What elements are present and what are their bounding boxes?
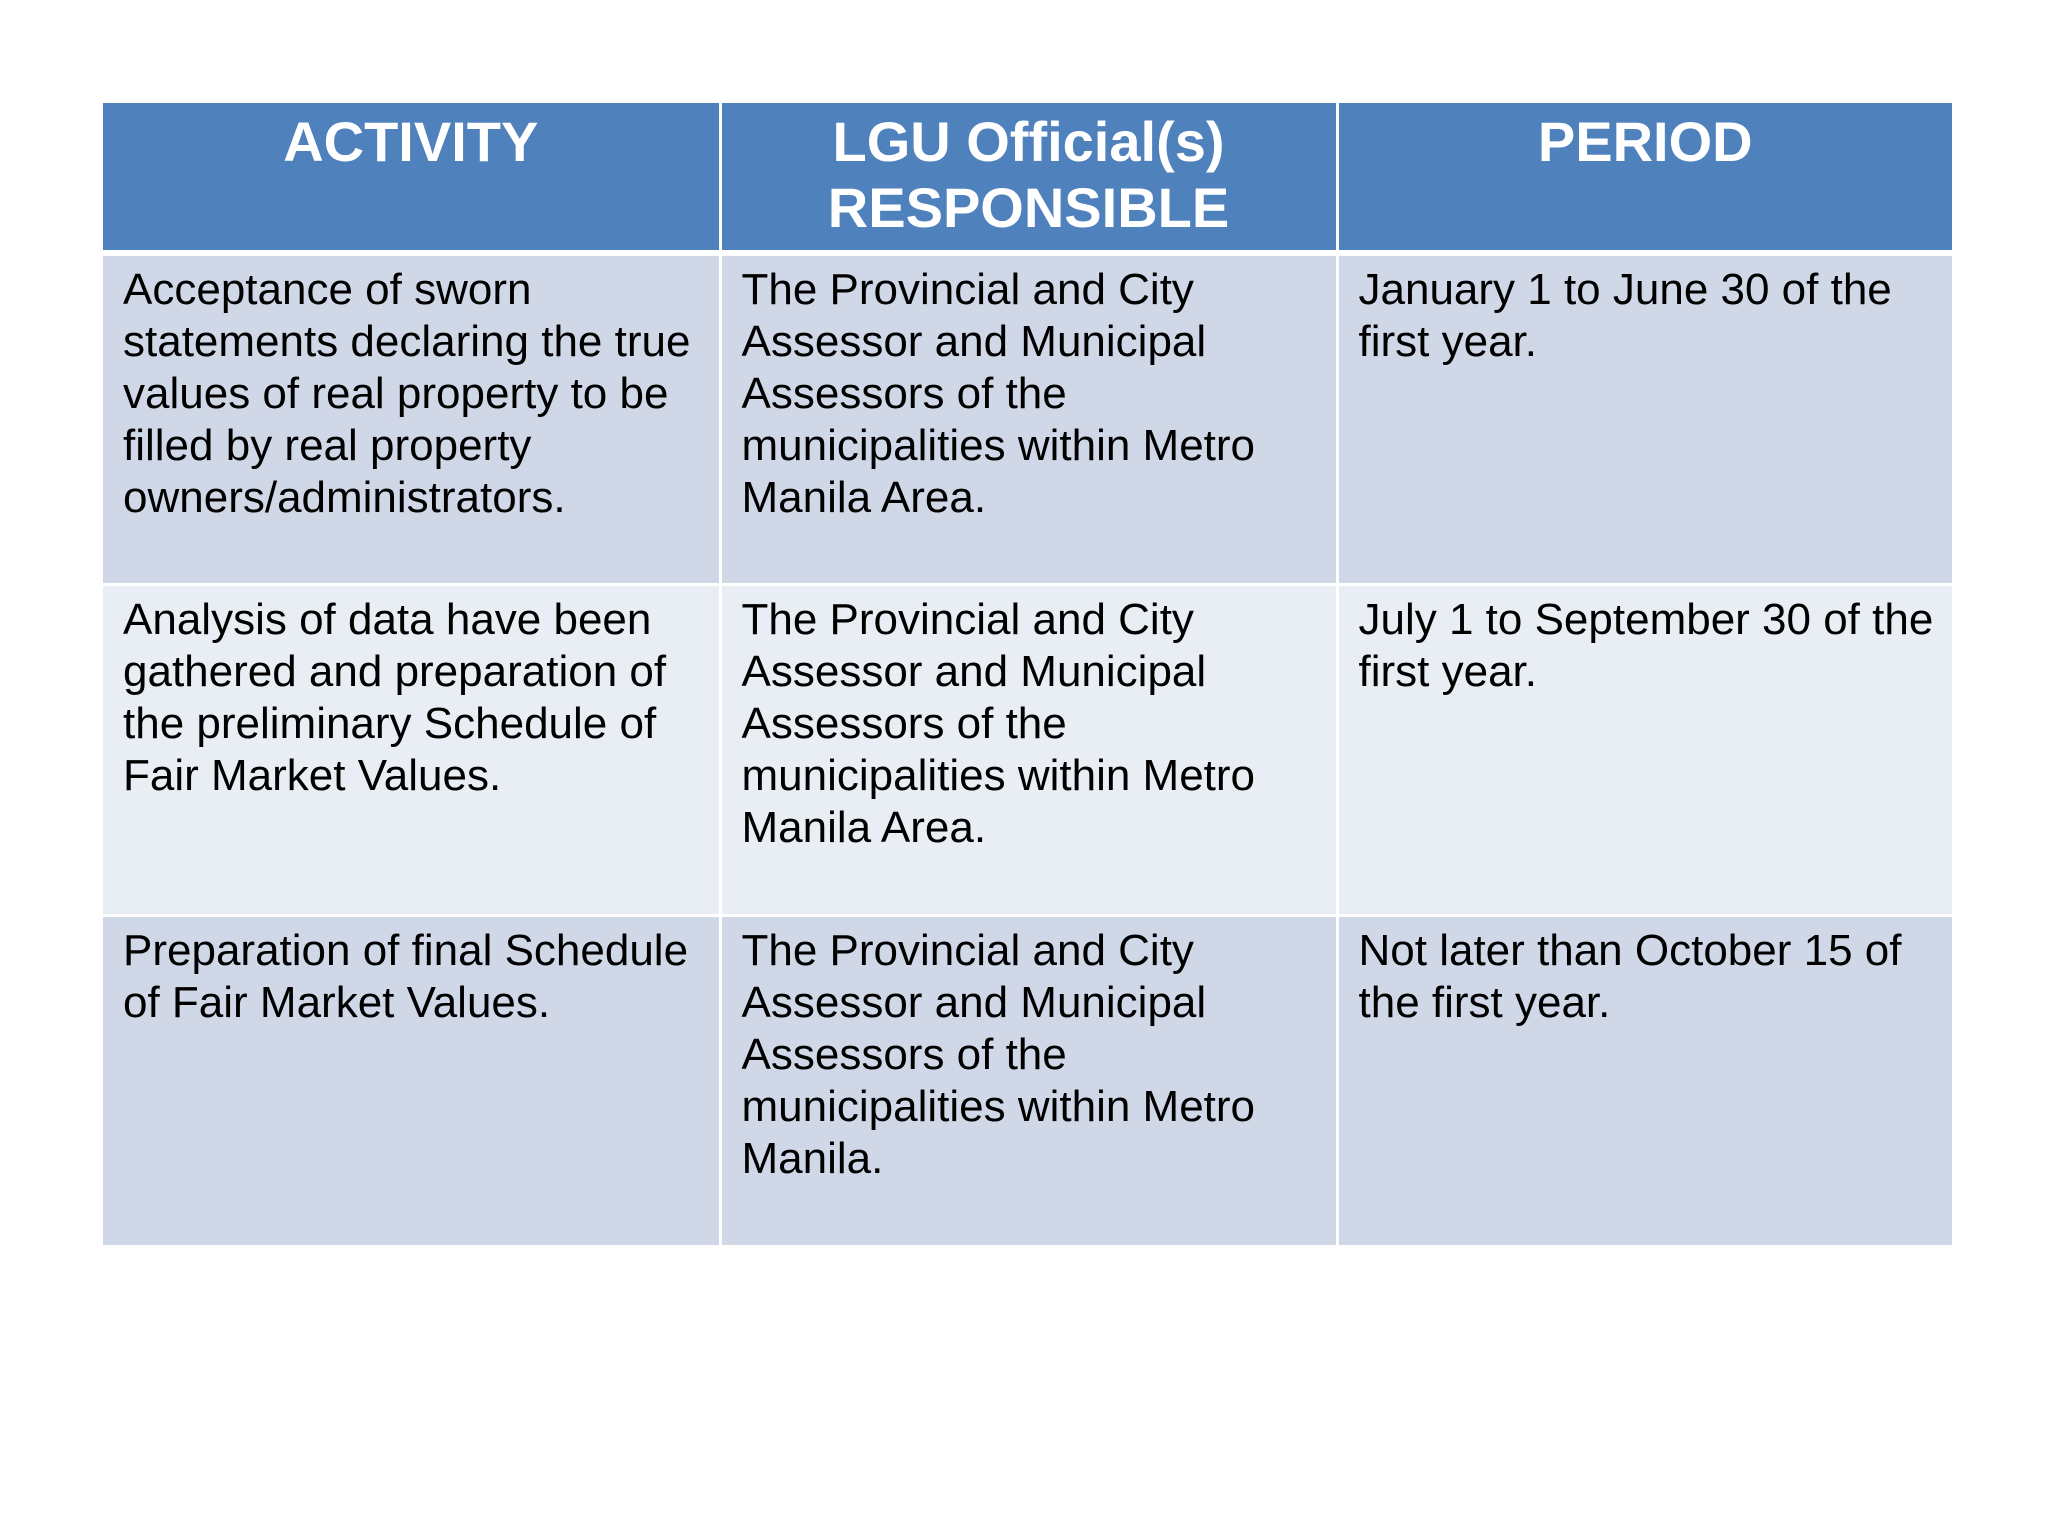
table-row [103, 253, 1952, 584]
cell-activity: Preparation of final Schedule of Fair Market Values. [103, 915, 720, 1246]
table-row [103, 584, 1952, 915]
cell-responsible: The Provincial and City Assessor and Municipal Assessors of the municipalities within Metro Manila Area. [720, 584, 1337, 915]
cell-period: July 1 to September 30 of the first year. [1337, 584, 1952, 915]
cell-responsible: The Provincial and City Assessor and Municipal Assessors of the municipalities within Metro Manila Area. [720, 253, 1337, 584]
header-period: PERIOD [1337, 103, 1952, 253]
cell-period: Not later than October 15 of the first year. [1337, 915, 1952, 1246]
table-row [103, 915, 1952, 1246]
schedule-table [103, 103, 1952, 1248]
header-lgu-line1: LGU Official(s) [832, 110, 1225, 173]
cell-responsible: The Provincial and City Assessor and Municipal Assessors of the municipalities within Metro Manila. [720, 915, 1337, 1246]
cell-activity: Analysis of data have been gathered and preparation of the preliminary Schedule of Fair Market Values. [103, 584, 720, 915]
header-lgu-line2: RESPONSIBLE [827, 176, 1230, 239]
header-activity: ACTIVITY [103, 103, 720, 253]
cell-period: January 1 to June 30 of the first year. [1337, 253, 1952, 584]
header-lgu-officials [720, 103, 1337, 253]
cell-activity: Acceptance of sworn statements declaring the true values of real property to be filled by real property owners/administrators. [103, 253, 720, 584]
header-row [103, 103, 1952, 253]
